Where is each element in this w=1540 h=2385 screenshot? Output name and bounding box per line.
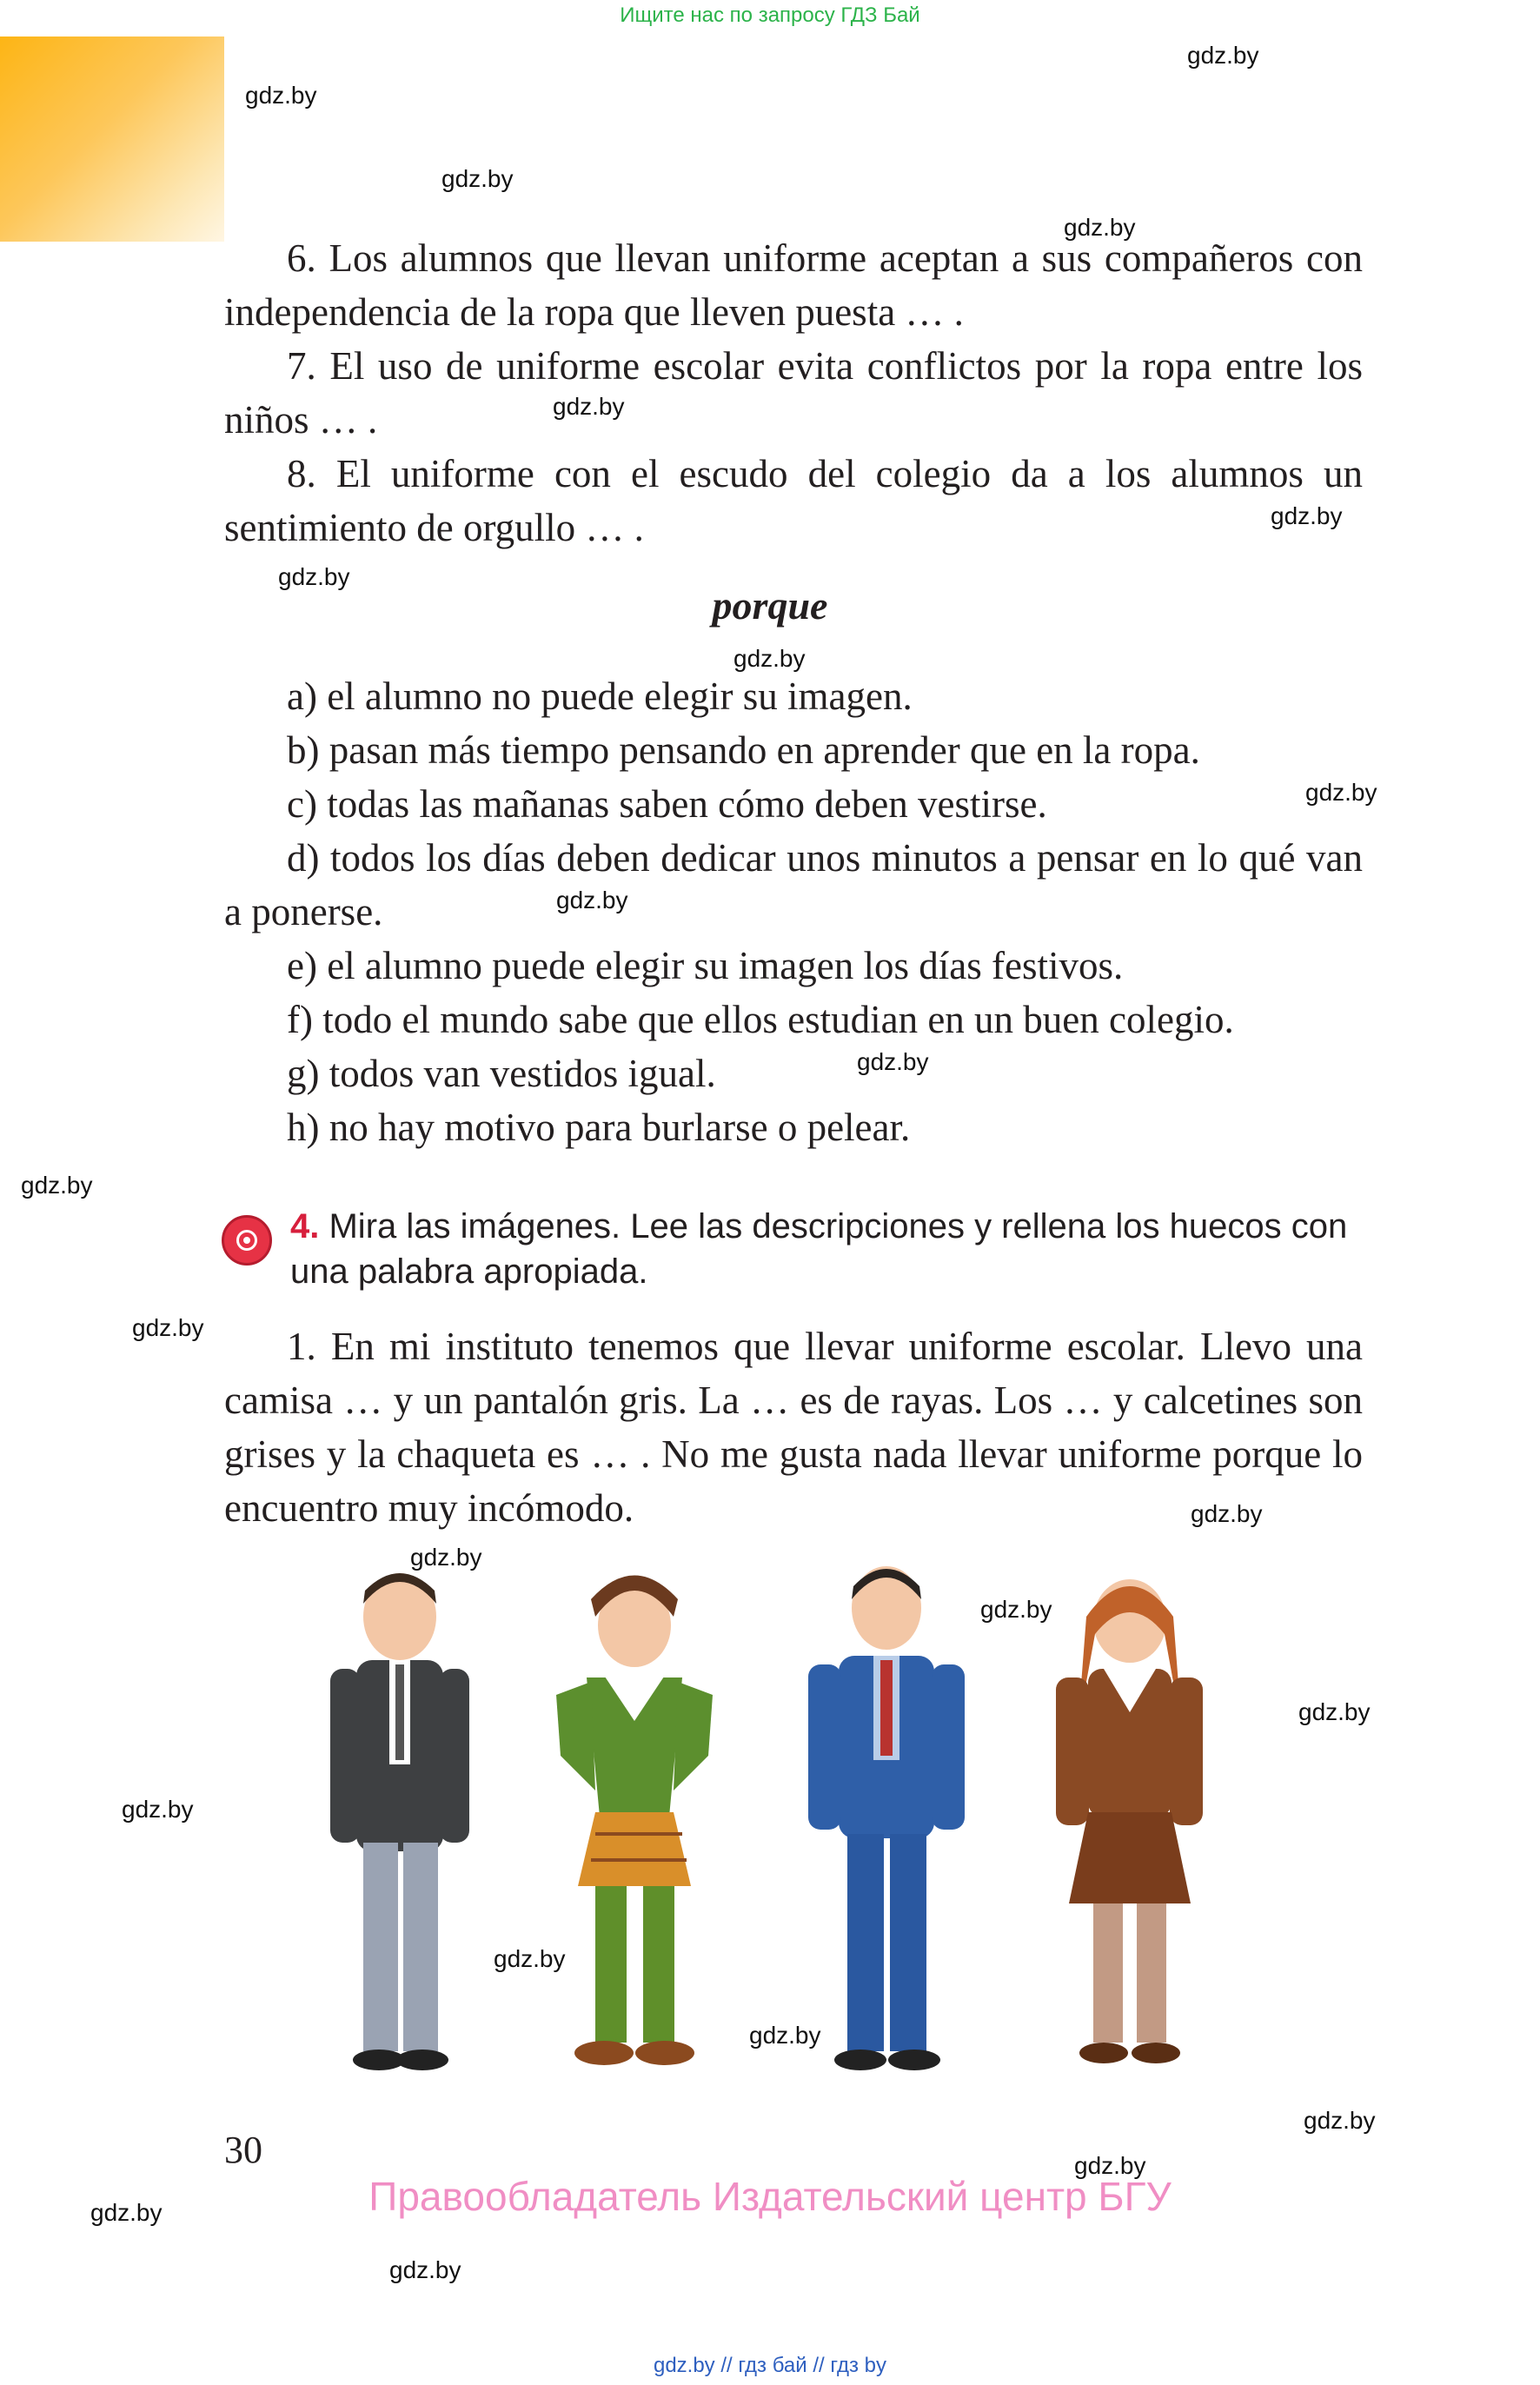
watermark: gdz.by <box>980 1596 1052 1623</box>
watermark: gdz.by <box>494 1945 566 1972</box>
watermark: gdz.by <box>410 1544 482 1571</box>
option-b: b) pasan más tiempo pensando en aprender que en la ropa. <box>287 728 1200 772</box>
watermark: gdz.by <box>556 887 628 913</box>
connector-heading: porque <box>712 583 828 628</box>
watermark: gdz.by <box>1187 42 1259 69</box>
figure-girl-brown-jacket <box>1056 1579 1203 2063</box>
figure-boy-dark-jacket <box>330 1573 469 2070</box>
option-c: c) todas las mañanas saben cómo deben vestirse. <box>287 782 1047 826</box>
watermark: gdz.by <box>1305 779 1377 806</box>
watermark: gdz.by <box>441 165 514 192</box>
watermark: gdz.by <box>389 2256 461 2283</box>
footer-links[interactable]: gdz.by // гдз бай // гдз by <box>653 2354 887 2377</box>
statement-7: 7. El uso de uniforme escolar evita conflictos por la ropa entre los niños … . <box>224 344 1363 442</box>
figure-boy-blue-suit <box>808 1566 965 2070</box>
uniform-illustration <box>295 1556 1295 2095</box>
watermark: gdz.by <box>245 82 317 109</box>
copyright-notice: Правообладатель Издательский центр БГУ <box>368 2174 1172 2219</box>
description-block <box>224 1319 1363 1535</box>
watermark: gdz.by <box>122 1796 194 1823</box>
task-number: 4. <box>290 1207 320 1246</box>
option-g: g) todos van vestidos igual. <box>287 1052 716 1095</box>
option-a: a) el alumno no puede elegir su imagen. <box>287 674 913 718</box>
watermark: gdz.by <box>1271 502 1343 529</box>
corner-decoration <box>0 37 224 242</box>
watermark: gdz.by <box>1298 1698 1371 1725</box>
statement-6: 6. Los alumnos que llevan uniforme aceptan a sus compañeros con independencia de la ropa que lleven puesta … . <box>224 236 1363 334</box>
watermark: gdz.by <box>749 2022 821 2049</box>
watermark: gdz.by <box>1064 214 1136 241</box>
option-e: e) el alumno puede elegir su imagen los días festivos. <box>287 944 1124 987</box>
task-instruction <box>290 1204 1368 1294</box>
top-banner[interactable]: Ищите нас по запросу ГДЗ Бай <box>620 3 920 27</box>
watermark: gdz.by <box>553 393 625 420</box>
options-list <box>224 669 1363 1154</box>
watermark: gdz.by <box>857 1048 929 1075</box>
cd-audio-icon[interactable] <box>222 1215 272 1266</box>
option-f: f) todo el mundo sabe que ellos estudian en un buen colegio. <box>287 998 1234 1041</box>
option-h: h) no hay motivo para burlarse o pelear. <box>287 1106 911 1149</box>
watermark: gdz.by <box>132 1314 204 1341</box>
statements-block <box>224 231 1363 555</box>
task-text: Mira las imágenes. Lee las descripciones y rellena los huecos con una palabra apropiada. <box>290 1207 1348 1291</box>
watermark: gdz.by <box>278 563 350 590</box>
page-number: 30 <box>224 2129 262 2171</box>
watermark: gdz.by <box>1191 1500 1263 1527</box>
watermark: gdz.by <box>1074 2152 1146 2179</box>
watermark: gdz.by <box>21 1172 93 1199</box>
option-d: d) todos los días deben dedicar unos minutos a pensar en lo qué van a ponerse. <box>224 836 1363 933</box>
figure-girl-green-jumper <box>556 1576 713 2066</box>
description-1: 1. En mi instituto tenemos que llevar uniforme escolar. Llevo una camisa … y un pantalón gris. La … es de rayas. Los … y calcetines son grises y la chaqueta es … . No me gusta nada llevar uniforme porque lo encuentro muy incómodo. <box>224 1325 1363 1530</box>
watermark: gdz.by <box>733 645 806 672</box>
statement-8: 8. El uniforme con el escudo del colegio da a los alumnos un sentimiento de orgullo … . <box>224 452 1363 549</box>
watermark: gdz.by <box>1304 2107 1376 2134</box>
watermark: gdz.by <box>90 2199 163 2226</box>
